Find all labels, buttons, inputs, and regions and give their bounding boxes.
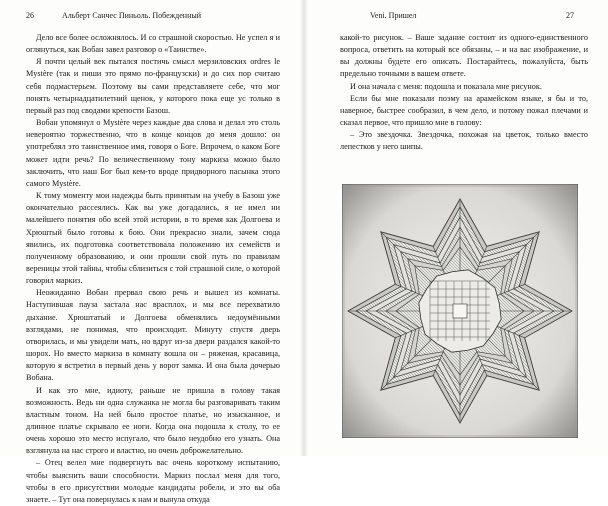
paragraph: Дело все более осложнялось. И со страшной скоростью. Не успел я и оглянуться, как Вобан завел разговор о «Таинстве».: [26, 33, 280, 55]
running-head: Veni. Пришел: [370, 11, 417, 20]
body-text: [340, 32, 588, 154]
central-square: [453, 304, 467, 318]
paragraph: Я почти целый век пытался постичь смысл мерзиловских ordres le Mystère (так и пиши это прямо по-французски) и до сих пор считаю себя подмастерьем. Поэтому вы сами представляете себе, что мог понять четырнадцатилетний щенок, у которого пока еще ус только в первый раз под сводами крепости Базош.: [26, 57, 280, 115]
paragraph: И как это мне, идиоту, раньше не пришла в голову такая возможность. Ведь ни одна служанка не могла бы разговаривать таким властным тоном. На ней было простое платье, но изысканное, и длинное платье скрывало ее ноги. Когда она подошла к столу, то ее очень хорошо это место испугало, что было неудобно его узнать. Она взглянула на нас строго и властно, но очень доброжелательно.: [26, 385, 280, 456]
fortress-plan-figure: [342, 184, 578, 438]
paragraph: – Это звездочка. Звездочка, похожая на цветок, только вместо лепестков у него шипы.: [340, 130, 588, 152]
right-page: [304, 0, 608, 456]
left-page: [0, 0, 304, 504]
paragraph: Вобан упомянул о Mystère через каждые два слова и делал это столь невероятно торжественно, что в конце концов до меня дошло: он употреблял это таинственное имя, говоря о Боге. Впрочем, о каком Боге может идти речь? По величественному тону маркиза можно было заключить, что наш Бог был кем-то вроде придворного пасынка этого самого Mystère.: [26, 118, 280, 188]
running-head: Альберт Санчес Пиньоль. Побежденный: [62, 11, 201, 20]
paragraph: Неожиданно Вобан прервал свою речь и вышел из комнаты. Наступившая пауза застала нас врасплох, и мы все перехватило дыхание. Хрюштатый и Долгоева обменялись недоумёнными взглядами, не понимая, что происходит. Минуту спустя дверь отворилась, и мы увидели мать, но вдруг из-за двери раздался какой-то шорох. Но вместо маркиза в комнату вошла он – ряженая, красавица, которую я встретил в первый день у ворот замка. И она была дочерью Вобана.: [26, 288, 280, 383]
paragraph: – Отец велел мне подвергнуть вас очень короткому испытанию, чтобы выяснить ваши способности. Маркиз послал меня для того, чтобы в его присутствии молодые кандидаты робели, и это вы оба знаете. – Тут она повернулась к нам и вынула откуда: [26, 458, 280, 504]
body-text: [26, 32, 280, 506]
paragraph: Если бы мне показали поэму на арамейском языке, я бы и то, наверное, быстрее сообразил, в чем дело, и потому пожал плечами и сказал первое, что пришло мне в голову:: [340, 93, 588, 128]
fortress-star-icon: [342, 184, 578, 438]
paragraph: какой-то рисунок. – Ваше задание состоит из одного-единственного вопроса, ответить на который все обязаны, – и на вас изображение, и вы должны будете его описать. Постарайтесь, пожалуйста, быть предельно точными в вашем ответе.: [340, 33, 588, 79]
paragraph: И она начала с меня: подошла и показала мне рисунок.: [350, 81, 542, 91]
paragraph: К тому моменту мои надежды быть принятым на учебу в Базош уже окончательно рассеялись. Как вы уже догадались, я не имел ни малейшего понятия обо всей этой истории, в то время как Долгоева и Хрюштый было готовы к бою. Они прекрасно знали, зачем сюда явились, их подготовка соответствовала положению их семейств и полученному образованию, и они прошли свой путь по правилам вереницы этой тайны, чтобы сблизиться с той страшной силе, о которой говорил маркиз.: [26, 191, 280, 286]
page-number: 27: [566, 11, 574, 20]
page-number: 26: [26, 11, 34, 20]
